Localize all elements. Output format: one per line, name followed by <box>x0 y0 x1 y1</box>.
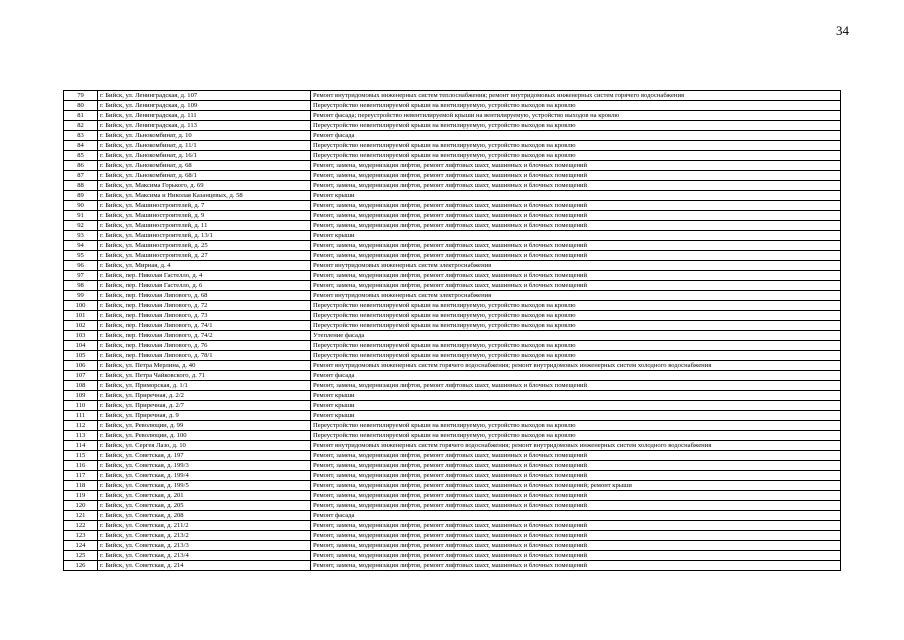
work-type-cell: Ремонт фасада <box>311 511 841 521</box>
address-cell: г. Бийск, ул. Советская, д. 214 <box>98 561 311 571</box>
row-number-cell: 109 <box>64 391 98 401</box>
row-number-cell: 114 <box>64 441 98 451</box>
table-row <box>64 231 841 241</box>
row-number-cell: 104 <box>64 341 98 351</box>
work-type-cell: Ремонт фасада; переустройство невентилируемой крыши на вентилируемую, устройство выходов на кровлю <box>311 111 841 121</box>
table-row <box>64 221 841 231</box>
work-type-cell: Ремонт, замена, модернизация лифтов, ремонт лифтовых шахт, машинных и блочных помещений <box>311 171 841 181</box>
address-cell: г. Бийск, ул. Советская, д. 199/3 <box>98 461 311 471</box>
work-type-cell: Ремонт, замена, модернизация лифтов, ремонт лифтовых шахт, машинных и блочных помещений <box>311 271 841 281</box>
row-number-cell: 83 <box>64 131 98 141</box>
row-number-cell: 119 <box>64 491 98 501</box>
table-row <box>64 191 841 201</box>
address-cell: г. Бийск, ул. Ленинградская, д. 113 <box>98 121 311 131</box>
table-row <box>64 411 841 421</box>
address-cell: г. Бийск, пер. Николая Липового, д. 68 <box>98 291 311 301</box>
address-cell: г. Бийск, ул. Советская, д. 213/2 <box>98 531 311 541</box>
work-type-cell: Ремонт крыши <box>311 411 841 421</box>
address-cell: г. Бийск, ул. Приречная, д. 9 <box>98 411 311 421</box>
address-cell: г. Бийск, ул. Машиностроителей, д. 27 <box>98 251 311 261</box>
table-row <box>64 451 841 461</box>
row-number-cell: 81 <box>64 111 98 121</box>
table-row <box>64 101 841 111</box>
table-row <box>64 421 841 431</box>
work-type-cell: Ремонт фасада <box>311 131 841 141</box>
address-cell: г. Бийск, ул. Советская, д. 208 <box>98 511 311 521</box>
table-row <box>64 301 841 311</box>
table-row <box>64 161 841 171</box>
table-row <box>64 171 841 181</box>
work-type-cell: Ремонт, замена, модернизация лифтов, ремонт лифтовых шахт, машинных и блочных помещений <box>311 521 841 531</box>
work-type-cell: Ремонт, замена, модернизация лифтов, ремонт лифтовых шахт, машинных и блочных помещений <box>311 161 841 171</box>
address-cell: г. Бийск, пер. Николая Липового, д. 74/2 <box>98 331 311 341</box>
work-type-cell: Ремонт, замена, модернизация лифтов, ремонт лифтовых шахт, машинных и блочных помещений <box>311 531 841 541</box>
address-cell: г. Бийск, ул. Ленинградская, д. 109 <box>98 101 311 111</box>
row-number-cell: 123 <box>64 531 98 541</box>
table-row <box>64 431 841 441</box>
row-number-cell: 90 <box>64 201 98 211</box>
table-row <box>64 281 841 291</box>
address-cell: г. Бийск, ул. Петра Чайковского, д. 71 <box>98 371 311 381</box>
work-type-cell: Ремонт, замена, модернизация лифтов, ремонт лифтовых шахт, машинных и блочных помещений <box>311 251 841 261</box>
address-cell: г. Бийск, ул. Ленинградская, д. 111 <box>98 111 311 121</box>
address-cell: г. Бийск, ул. Мирная, д. 4 <box>98 261 311 271</box>
table-row <box>64 531 841 541</box>
row-number-cell: 89 <box>64 191 98 201</box>
work-type-cell: Ремонт внутридомовых инженерных систем горячего водоснабжения; ремонт внутридомовых инженерных систем холодного водоснабжения <box>311 361 841 371</box>
row-number-cell: 106 <box>64 361 98 371</box>
work-type-cell: Ремонт, замена, модернизация лифтов, ремонт лифтовых шахт, машинных и блочных помещений <box>311 281 841 291</box>
table-row <box>64 111 841 121</box>
address-cell: г. Бийск, пер. Николая Липового, д. 78/1 <box>98 351 311 361</box>
row-number-cell: 96 <box>64 261 98 271</box>
row-number-cell: 91 <box>64 211 98 221</box>
row-number-cell: 98 <box>64 281 98 291</box>
work-type-cell: Ремонт крыши <box>311 191 841 201</box>
row-number-cell: 97 <box>64 271 98 281</box>
row-number-cell: 102 <box>64 321 98 331</box>
row-number-cell: 101 <box>64 311 98 321</box>
work-type-cell: Переустройство невентилируемой крыши на вентилируемую, устройство выходов на кровлю <box>311 351 841 361</box>
work-type-cell: Ремонт внутридомовых инженерных систем теплоснабжения; ремонт внутридомовых инженерных систем горячего водоснабжения <box>311 91 841 101</box>
table-row <box>64 351 841 361</box>
work-type-cell: Ремонт, замена, модернизация лифтов, ремонт лифтовых шахт, машинных и блочных помещений <box>311 241 841 251</box>
table-row <box>64 271 841 281</box>
table-row <box>64 541 841 551</box>
table-row <box>64 461 841 471</box>
address-cell: г. Бийск, пер. Николая Липового, д. 73 <box>98 311 311 321</box>
table-row <box>64 321 841 331</box>
row-number-cell: 99 <box>64 291 98 301</box>
table-row <box>64 561 841 571</box>
address-cell: г. Бийск, ул. Машиностроителей, д. 11 <box>98 221 311 231</box>
work-type-cell: Ремонт внутридомовых инженерных систем электроснабжения <box>311 291 841 301</box>
work-type-cell: Переустройство невентилируемой крыши на вентилируемую, устройство выходов на кровлю <box>311 151 841 161</box>
address-cell: г. Бийск, ул. Машиностроителей, д. 7 <box>98 201 311 211</box>
row-number-cell: 125 <box>64 551 98 561</box>
address-cell: г. Бийск, пер. Николая Липового, д. 74/1 <box>98 321 311 331</box>
address-cell: г. Бийск, пер. Николая Липового, д. 72 <box>98 301 311 311</box>
table-row <box>64 141 841 151</box>
table-row <box>64 381 841 391</box>
work-type-cell: Ремонт, замена, модернизация лифтов, ремонт лифтовых шахт, машинных и блочных помещений <box>311 381 841 391</box>
work-type-cell: Ремонт, замена, модернизация лифтов, ремонт лифтовых шахт, машинных и блочных помещений <box>311 451 841 461</box>
work-type-cell: Ремонт, замена, модернизация лифтов, ремонт лифтовых шахт, машинных и блочных помещений <box>311 561 841 571</box>
work-type-cell: Ремонт, замена, модернизация лифтов, ремонт лифтовых шахт, машинных и блочных помещений <box>311 221 841 231</box>
work-type-cell: Переустройство невентилируемой крыши на вентилируемую, устройство выходов на кровлю <box>311 141 841 151</box>
address-cell: г. Бийск, ул. Петра Мерлина, д. 40 <box>98 361 311 371</box>
address-cell: г. Бийск, ул. Льнокомбинат, д. 11/1 <box>98 141 311 151</box>
table-row <box>64 471 841 481</box>
work-type-cell: Ремонт, замена, модернизация лифтов, ремонт лифтовых шахт, машинных и блочных помещений <box>311 461 841 471</box>
table-row <box>64 131 841 141</box>
row-number-cell: 111 <box>64 411 98 421</box>
address-cell: г. Бийск, ул. Советская, д. 213/3 <box>98 541 311 551</box>
table-row <box>64 331 841 341</box>
row-number-cell: 115 <box>64 451 98 461</box>
table-row <box>64 401 841 411</box>
buildings-repair-table <box>63 90 841 571</box>
row-number-cell: 112 <box>64 421 98 431</box>
table-row <box>64 391 841 401</box>
work-type-cell: Переустройство невентилируемой крыши на вентилируемую, устройство выходов на кровлю <box>311 321 841 331</box>
address-cell: г. Бийск, ул. Советская, д. 213/4 <box>98 551 311 561</box>
address-cell: г. Бийск, ул. Советская, д. 201 <box>98 491 311 501</box>
row-number-cell: 122 <box>64 521 98 531</box>
row-number-cell: 93 <box>64 231 98 241</box>
row-number-cell: 79 <box>64 91 98 101</box>
table-row <box>64 481 841 491</box>
address-cell: г. Бийск, ул. Льнокомбинат, д. 10 <box>98 131 311 141</box>
address-cell: г. Бийск, ул. Советская, д. 197 <box>98 451 311 461</box>
address-cell: г. Бийск, пер. Николая Липового, д. 76 <box>98 341 311 351</box>
row-number-cell: 84 <box>64 141 98 151</box>
address-cell: г. Бийск, ул. Революции, д. 100 <box>98 431 311 441</box>
address-cell: г. Бийск, ул. Ленинградская, д. 107 <box>98 91 311 101</box>
row-number-cell: 110 <box>64 401 98 411</box>
address-cell: г. Бийск, ул. Сергея Лазо, д. 10 <box>98 441 311 451</box>
work-type-cell: Переустройство невентилируемой крыши на вентилируемую, устройство выходов на кровлю <box>311 301 841 311</box>
address-cell: г. Бийск, ул. Машиностроителей, д. 13/1 <box>98 231 311 241</box>
address-cell: г. Бийск, ул. Советская, д. 211/2 <box>98 521 311 531</box>
address-cell: г. Бийск, ул. Советская, д. 199/4 <box>98 471 311 481</box>
row-number-cell: 88 <box>64 181 98 191</box>
row-number-cell: 86 <box>64 161 98 171</box>
table-body <box>64 91 841 571</box>
row-number-cell: 94 <box>64 241 98 251</box>
table-row <box>64 211 841 221</box>
table-row <box>64 491 841 501</box>
address-cell: г. Бийск, ул. Машиностроителей, д. 25 <box>98 241 311 251</box>
work-type-cell: Переустройство невентилируемой крыши на вентилируемую, устройство выходов на кровлю <box>311 431 841 441</box>
work-type-cell: Ремонт, замена, модернизация лифтов, ремонт лифтовых шахт, машинных и блочных помещений <box>311 541 841 551</box>
address-cell: г. Бийск, ул. Максима и Николая Казанцевых, д. 58 <box>98 191 311 201</box>
table-row <box>64 121 841 131</box>
row-number-cell: 80 <box>64 101 98 111</box>
row-number-cell: 120 <box>64 501 98 511</box>
row-number-cell: 117 <box>64 471 98 481</box>
work-type-cell: Ремонт, замена, модернизация лифтов, ремонт лифтовых шахт, машинных и блочных помещений <box>311 551 841 561</box>
row-number-cell: 103 <box>64 331 98 341</box>
work-type-cell: Ремонт, замена, модернизация лифтов, ремонт лифтовых шахт, машинных и блочных помещений <box>311 181 841 191</box>
address-cell: г. Бийск, ул. Приморская, д. 1/1 <box>98 381 311 391</box>
address-cell: г. Бийск, ул. Льнокомбинат, д. 68 <box>98 161 311 171</box>
work-type-cell: Переустройство невентилируемой крыши на вентилируемую, устройство выходов на кровлю <box>311 101 841 111</box>
row-number-cell: 107 <box>64 371 98 381</box>
row-number-cell: 108 <box>64 381 98 391</box>
work-type-cell: Ремонт, замена, модернизация лифтов, ремонт лифтовых шахт, машинных и блочных помещений <box>311 501 841 511</box>
address-cell: г. Бийск, ул. Машиностроителей, д. 9 <box>98 211 311 221</box>
table-row <box>64 371 841 381</box>
row-number-cell: 126 <box>64 561 98 571</box>
table-row <box>64 291 841 301</box>
table-row <box>64 311 841 321</box>
table-row <box>64 501 841 511</box>
table-row <box>64 361 841 371</box>
work-type-cell: Утепление фасада <box>311 331 841 341</box>
row-number-cell: 85 <box>64 151 98 161</box>
row-number-cell: 87 <box>64 171 98 181</box>
table-row <box>64 181 841 191</box>
address-cell: г. Бийск, ул. Революции, д. 99 <box>98 421 311 431</box>
work-type-cell: Ремонт крыши <box>311 231 841 241</box>
address-cell: г. Бийск, ул. Максима Горького, д. 69 <box>98 181 311 191</box>
table-row <box>64 341 841 351</box>
work-type-cell: Переустройство невентилируемой крыши на вентилируемую, устройство выходов на кровлю <box>311 421 841 431</box>
work-type-cell: Ремонт, замена, модернизация лифтов, ремонт лифтовых шахт, машинных и блочных помещений <box>311 201 841 211</box>
table-row <box>64 511 841 521</box>
work-type-cell: Ремонт внутридомовых инженерных систем горячего водоснабжения; ремонт внутридомовых инженерных систем холодного водоснабжения <box>311 441 841 451</box>
row-number-cell: 92 <box>64 221 98 231</box>
page-number: 34 <box>836 23 849 38</box>
row-number-cell: 116 <box>64 461 98 471</box>
row-number-cell: 82 <box>64 121 98 131</box>
work-type-cell: Ремонт, замена, модернизация лифтов, ремонт лифтовых шахт, машинных и блочных помещений <box>311 491 841 501</box>
work-type-cell: Переустройство невентилируемой крыши на вентилируемую, устройство выходов на кровлю <box>311 311 841 321</box>
row-number-cell: 124 <box>64 541 98 551</box>
address-cell: г. Бийск, ул. Льнокомбинат, д. 68/1 <box>98 171 311 181</box>
row-number-cell: 121 <box>64 511 98 521</box>
work-type-cell: Ремонт внутридомовых инженерных систем электроснабжения <box>311 261 841 271</box>
work-type-cell: Ремонт крыши <box>311 391 841 401</box>
row-number-cell: 113 <box>64 431 98 441</box>
address-cell: г. Бийск, пер. Николая Гастелло, д. 6 <box>98 281 311 291</box>
address-cell: г. Бийск, ул. Льнокомбинат, д. 16/1 <box>98 151 311 161</box>
table-row <box>64 151 841 161</box>
table-row <box>64 241 841 251</box>
table-row <box>64 91 841 101</box>
work-type-cell: Ремонт, замена, модернизация лифтов, ремонт лифтовых шахт, машинных и блочных помещений <box>311 471 841 481</box>
address-cell: г. Бийск, ул. Приречная, д. 2/7 <box>98 401 311 411</box>
work-type-cell: Ремонт, замена, модернизация лифтов, ремонт лифтовых шахт, машинных и блочных помещений <box>311 211 841 221</box>
work-type-cell: Ремонт фасада <box>311 371 841 381</box>
table-row <box>64 201 841 211</box>
row-number-cell: 105 <box>64 351 98 361</box>
row-number-cell: 100 <box>64 301 98 311</box>
address-cell: г. Бийск, ул. Советская, д. 205 <box>98 501 311 511</box>
table-row <box>64 521 841 531</box>
row-number-cell: 95 <box>64 251 98 261</box>
work-type-cell: Переустройство невентилируемой крыши на вентилируемую, устройство выходов на кровлю <box>311 121 841 131</box>
table-row <box>64 251 841 261</box>
table-row <box>64 441 841 451</box>
row-number-cell: 118 <box>64 481 98 491</box>
work-type-cell: Ремонт, замена, модернизация лифтов, ремонт лифтовых шахт, машинных и блочных помещений; ремонт крыши <box>311 481 841 491</box>
work-type-cell: Ремонт крыши <box>311 401 841 411</box>
address-cell: г. Бийск, ул. Советская, д. 199/5 <box>98 481 311 491</box>
work-type-cell: Переустройство невентилируемой крыши на вентилируемую, устройство выходов на кровлю <box>311 341 841 351</box>
address-cell: г. Бийск, пер. Николая Гастелло, д. 4 <box>98 271 311 281</box>
table-row <box>64 261 841 271</box>
table-row <box>64 551 841 561</box>
address-cell: г. Бийск, ул. Приречная, д. 2/2 <box>98 391 311 401</box>
